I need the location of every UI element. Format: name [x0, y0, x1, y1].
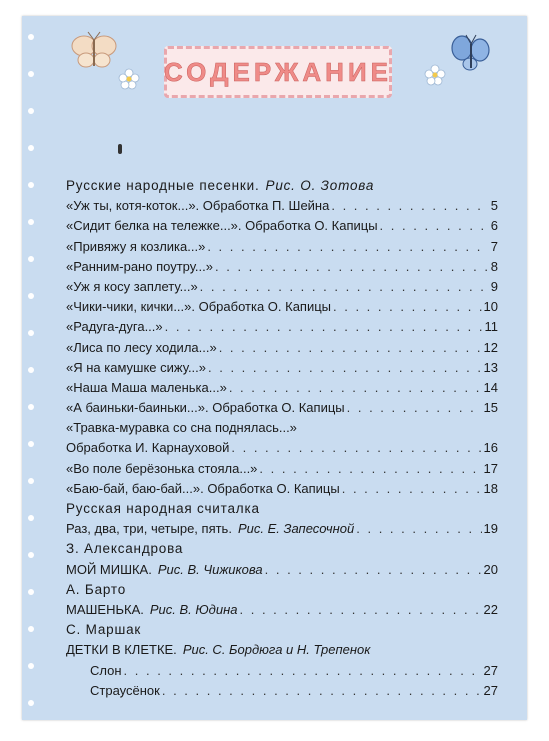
toc-page-number: 6: [490, 218, 498, 234]
toc-title: Страусёнок: [90, 682, 160, 698]
toc-leader-dots: [347, 400, 482, 415]
toc-row: [66, 259, 498, 279]
binding-hole: [28, 589, 34, 595]
butterfly-beige-icon: [70, 30, 118, 74]
binding-hole: [28, 71, 34, 77]
toc-row: [66, 642, 498, 662]
toc-leader-dots: [333, 299, 482, 314]
toc-illustrator: Рис. С. Бордюга и Н. Трепенок: [182, 642, 371, 658]
page-title: СОДЕРЖАНИЕ: [164, 56, 392, 87]
toc-title: «Чики-чики, кички...». Обработка О. Капицы: [66, 299, 332, 315]
toc-row: [66, 461, 498, 481]
toc-leader-dots: [229, 380, 482, 395]
binding-holes: [28, 16, 38, 720]
toc-title: ДЕТКИ В КЛЕТКЕ.: [66, 642, 177, 658]
toc-row: [66, 299, 498, 319]
toc-leader-dots: [215, 259, 489, 274]
toc-title: «Уж ты, котя-коток...». Обработка П. Шейна: [66, 198, 330, 214]
toc-page-number: 17: [483, 460, 498, 476]
toc-illustrator: Рис. Е. Запесочной: [237, 521, 355, 537]
toc-leader-dots: [259, 461, 481, 476]
toc-page-number: 19: [483, 521, 498, 537]
toc-title: МАШЕНЬКА.: [66, 601, 144, 617]
toc-row: [66, 340, 498, 360]
toc-title: З. Александрова: [66, 541, 184, 557]
toc-title: Слон: [90, 662, 122, 678]
toc-leader-dots: [207, 239, 488, 254]
toc-title: «Лиса по лесу ходила...»: [66, 339, 217, 355]
binding-hole: [28, 145, 34, 151]
binding-hole: [28, 219, 34, 225]
toc-page-number: 12: [483, 339, 498, 355]
toc-page-number: 8: [490, 258, 498, 274]
butterfly-blue-icon: [450, 32, 492, 76]
binding-hole: [28, 108, 34, 114]
toc-row: [66, 440, 498, 460]
toc-row: [66, 562, 498, 582]
toc-row: [66, 582, 498, 602]
binding-hole: [28, 515, 34, 521]
toc-leader-dots: [208, 360, 482, 375]
toc-row: [66, 541, 498, 561]
toc-row: [66, 279, 498, 299]
toc-page-number: 18: [483, 480, 498, 496]
toc-page-number: 7: [490, 238, 498, 254]
toc-row: [66, 239, 498, 259]
toc-page-number: 20: [483, 561, 498, 577]
toc-row: [66, 420, 498, 440]
toc-leader-dots: [124, 663, 482, 678]
table-of-contents: [66, 178, 498, 703]
toc-title: «Ранним-рано поутру...»: [66, 258, 213, 274]
toc-row: [66, 683, 498, 703]
binding-hole: [28, 182, 34, 188]
toc-illustrator: Рис. В. Юдина: [149, 601, 238, 617]
binding-hole: [28, 626, 34, 632]
toc-title: А. Барто: [66, 581, 127, 597]
binding-hole: [28, 404, 34, 410]
toc-title: «Я на камушке сижу...»: [66, 359, 207, 375]
binding-hole: [28, 552, 34, 558]
toc-leader-dots: [240, 602, 482, 617]
toc-row: [66, 218, 498, 238]
toc-leader-dots: [200, 279, 489, 294]
toc-title: «Наша Маша маленька...»: [66, 379, 227, 395]
toc-title: «Во поле берёзонька стояла...»: [66, 460, 258, 476]
toc-title: Обработка И. Карнауховой: [66, 440, 230, 456]
toc-page-number: 10: [483, 299, 498, 315]
toc-leader-dots: [342, 481, 482, 496]
toc-page-number: 14: [483, 379, 498, 395]
toc-page-number: 13: [483, 359, 498, 375]
toc-title: МОЙ МИШКА.: [66, 561, 152, 577]
ink-speck: [118, 144, 122, 154]
toc-page-number: 9: [490, 278, 498, 294]
toc-title: Раз, два, три, четыре, пять.: [66, 521, 232, 537]
toc-leader-dots: [165, 319, 483, 334]
toc-leader-dots: [162, 683, 482, 698]
toc-page-number: 15: [483, 400, 498, 416]
toc-illustrator: Рис. О. Зотова: [265, 178, 375, 193]
binding-hole: [28, 700, 34, 706]
binding-hole: [28, 478, 34, 484]
toc-row: [66, 380, 498, 400]
title-banner: [164, 46, 392, 98]
flower-icon: [118, 68, 140, 90]
binding-hole: [28, 367, 34, 373]
toc-row: [66, 622, 498, 642]
toc-title: «Радуга-дуга...»: [66, 319, 163, 335]
toc-page-number: 11: [484, 319, 498, 335]
toc-row: [66, 481, 498, 501]
toc-row: [66, 400, 498, 420]
toc-leader-dots: [219, 340, 482, 355]
toc-illustrator: Рис. В. Чижикова: [157, 561, 263, 577]
toc-title: «Уж я косу заплету...»: [66, 278, 198, 294]
toc-page-number: 27: [483, 682, 498, 698]
toc-title: «Привяжу я козлика...»: [66, 238, 206, 254]
toc-page-number: 16: [483, 440, 498, 456]
toc-page-number: 5: [490, 198, 498, 214]
toc-title: «А баиньки-баиньки...». Обработка О. Капицы: [66, 400, 345, 416]
toc-leader-dots: [231, 440, 481, 455]
binding-hole: [28, 34, 34, 40]
toc-title: «Травка-муравка со сна поднялась...»: [66, 420, 297, 436]
binding-hole: [28, 441, 34, 447]
toc-row: [66, 360, 498, 380]
toc-page-number: 22: [483, 601, 498, 617]
binding-hole: [28, 256, 34, 262]
book-page: [22, 16, 527, 720]
toc-title: С. Маршак: [66, 622, 142, 638]
binding-hole: [28, 330, 34, 336]
toc-leader-dots: [380, 218, 489, 233]
toc-title: Русские народные песенки.: [66, 178, 260, 193]
toc-leader-dots: [356, 521, 481, 536]
toc-row: [66, 178, 498, 198]
toc-row: [66, 319, 498, 339]
toc-row: [66, 521, 498, 541]
binding-hole: [28, 663, 34, 669]
toc-row: [66, 501, 498, 521]
flower-icon: [424, 64, 446, 86]
toc-page-number: 27: [483, 662, 498, 678]
toc-title: «Сидит белка на тележке...». Обработка О. Капицы: [66, 218, 378, 234]
toc-row: [66, 198, 498, 218]
toc-row: [66, 663, 498, 683]
binding-hole: [28, 293, 34, 299]
toc-title: Русская народная считалка: [66, 501, 260, 516]
toc-leader-dots: [331, 198, 488, 213]
toc-leader-dots: [265, 562, 482, 577]
toc-row: [66, 602, 498, 622]
toc-title: «Баю-бай, баю-бай...». Обработка О. Капицы: [66, 480, 340, 496]
